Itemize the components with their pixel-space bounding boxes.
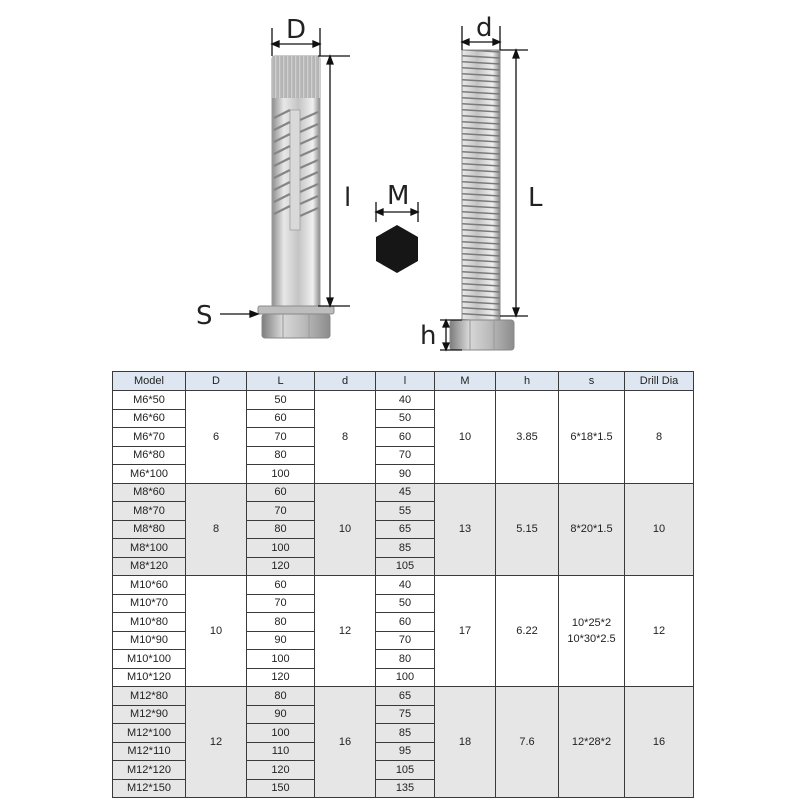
L-cell: 110	[247, 742, 315, 761]
label-d: d	[476, 13, 493, 43]
s-value: 10*30*2.5	[567, 633, 616, 645]
s-value: 12*28*2	[571, 736, 612, 748]
M-cell: 10	[435, 391, 496, 484]
s-cell	[559, 391, 625, 484]
l-cell: 95	[376, 742, 435, 761]
L-cell: 60	[247, 409, 315, 428]
D-cell: 10	[186, 576, 247, 687]
L-cell: 80	[247, 446, 315, 465]
drill-dia-cell: 8	[625, 391, 694, 484]
model-cell: M12*80	[113, 687, 186, 706]
header-cell: h	[496, 372, 559, 391]
D-cell: 12	[186, 687, 247, 798]
l-cell: 40	[376, 576, 435, 595]
l-cell: 105	[376, 557, 435, 576]
header-cell: Model	[113, 372, 186, 391]
l-cell: 65	[376, 520, 435, 539]
h-cell: 6.22	[496, 576, 559, 687]
s-value: 6*18*1.5	[570, 430, 613, 443]
l-cell: 135	[376, 779, 435, 798]
drill-dia-cell: 16	[625, 687, 694, 798]
M-cell: 17	[435, 576, 496, 687]
d-cell: 8	[315, 391, 376, 484]
L-cell: 100	[247, 724, 315, 743]
L-cell: 70	[247, 594, 315, 613]
s-cell	[559, 483, 625, 576]
L-cell: 80	[247, 613, 315, 632]
model-cell: M6*100	[113, 465, 186, 484]
header-cell: M	[435, 372, 496, 391]
label-S: S	[196, 301, 213, 331]
dimension-L	[500, 50, 528, 316]
model-cell: M12*100	[113, 724, 186, 743]
L-cell: 120	[247, 668, 315, 687]
table-row	[113, 483, 694, 502]
model-cell: M10*100	[113, 650, 186, 669]
l-cell: 90	[376, 465, 435, 484]
l-cell: 105	[376, 761, 435, 780]
L-cell: 100	[247, 650, 315, 669]
table-row	[113, 576, 694, 595]
d-cell: 12	[315, 576, 376, 687]
d-cell: 10	[315, 483, 376, 576]
l-cell: 60	[376, 428, 435, 447]
model-cell: M6*50	[113, 391, 186, 410]
dimension-l	[318, 56, 350, 306]
table-body	[113, 391, 694, 798]
L-cell: 150	[247, 779, 315, 798]
model-cell: M6*70	[113, 428, 186, 447]
model-cell: M10*60	[113, 576, 186, 595]
h-cell: 5.15	[496, 483, 559, 576]
D-cell: 8	[186, 483, 247, 576]
L-cell: 120	[247, 557, 315, 576]
d-cell: 16	[315, 687, 376, 798]
model-cell: M12*150	[113, 779, 186, 798]
L-cell: 90	[247, 705, 315, 724]
L-cell: 90	[247, 631, 315, 650]
L-cell: 60	[247, 576, 315, 595]
model-cell: M10*120	[113, 668, 186, 687]
M-cell: 18	[435, 687, 496, 798]
L-cell: 100	[247, 465, 315, 484]
l-cell: 80	[376, 650, 435, 669]
D-cell: 6	[186, 391, 247, 484]
s-cell	[559, 576, 625, 687]
label-M: M	[387, 181, 410, 211]
h-cell: 7.6	[496, 687, 559, 798]
L-cell: 120	[247, 761, 315, 780]
header-cell: l	[376, 372, 435, 391]
model-cell: M10*80	[113, 613, 186, 632]
anchor-bolt-diagram	[0, 0, 800, 368]
drill-dia-cell: 12	[625, 576, 694, 687]
l-cell: 60	[376, 613, 435, 632]
l-cell: 50	[376, 409, 435, 428]
l-cell: 55	[376, 502, 435, 521]
label-h: h	[420, 321, 437, 351]
header-cell: s	[559, 372, 625, 391]
model-cell: M6*60	[113, 409, 186, 428]
model-cell: M12*110	[113, 742, 186, 761]
l-cell: 100	[376, 668, 435, 687]
model-cell: M12*90	[113, 705, 186, 724]
dimension-S	[220, 311, 258, 317]
L-cell: 80	[247, 520, 315, 539]
table-row	[113, 391, 694, 410]
l-cell: 65	[376, 687, 435, 706]
label-D: D	[286, 15, 307, 45]
l-cell: 70	[376, 446, 435, 465]
l-cell: 50	[376, 594, 435, 613]
model-cell: M6*80	[113, 446, 186, 465]
header-cell: L	[247, 372, 315, 391]
L-cell: 50	[247, 391, 315, 410]
model-cell: M8*100	[113, 539, 186, 558]
model-cell: M10*70	[113, 594, 186, 613]
l-cell: 85	[376, 539, 435, 558]
L-cell: 60	[247, 483, 315, 502]
label-L: L	[528, 183, 543, 213]
l-cell: 45	[376, 483, 435, 502]
s-value: 8*20*1.5	[570, 523, 613, 536]
header-cell: D	[186, 372, 247, 391]
model-cell: M8*60	[113, 483, 186, 502]
model-cell: M8*120	[113, 557, 186, 576]
hex-nut-symbol	[376, 225, 418, 273]
M-cell: 13	[435, 483, 496, 576]
L-cell: 70	[247, 428, 315, 447]
L-cell: 70	[247, 502, 315, 521]
model-cell: M10*90	[113, 631, 186, 650]
model-cell: M8*70	[113, 502, 186, 521]
L-cell: 80	[247, 687, 315, 706]
L-cell: 100	[247, 539, 315, 558]
model-cell: M12*120	[113, 761, 186, 780]
drill-dia-cell: 10	[625, 483, 694, 576]
h-cell: 3.85	[496, 391, 559, 484]
model-cell: M8*80	[113, 520, 186, 539]
l-cell: 85	[376, 724, 435, 743]
l-cell: 40	[376, 391, 435, 410]
table-row	[113, 687, 694, 706]
l-cell: 70	[376, 631, 435, 650]
l-cell: 75	[376, 705, 435, 724]
table-header-row	[113, 372, 694, 391]
s-cell	[559, 687, 625, 798]
s-value: 10*25*2	[571, 617, 612, 629]
spec-table	[112, 371, 694, 798]
hex-bolt-illustration	[450, 50, 514, 350]
label-l: l	[344, 183, 352, 213]
sleeve-anchor-illustration	[258, 56, 334, 338]
header-cell: Drill Dia	[625, 372, 694, 391]
header-cell: d	[315, 372, 376, 391]
